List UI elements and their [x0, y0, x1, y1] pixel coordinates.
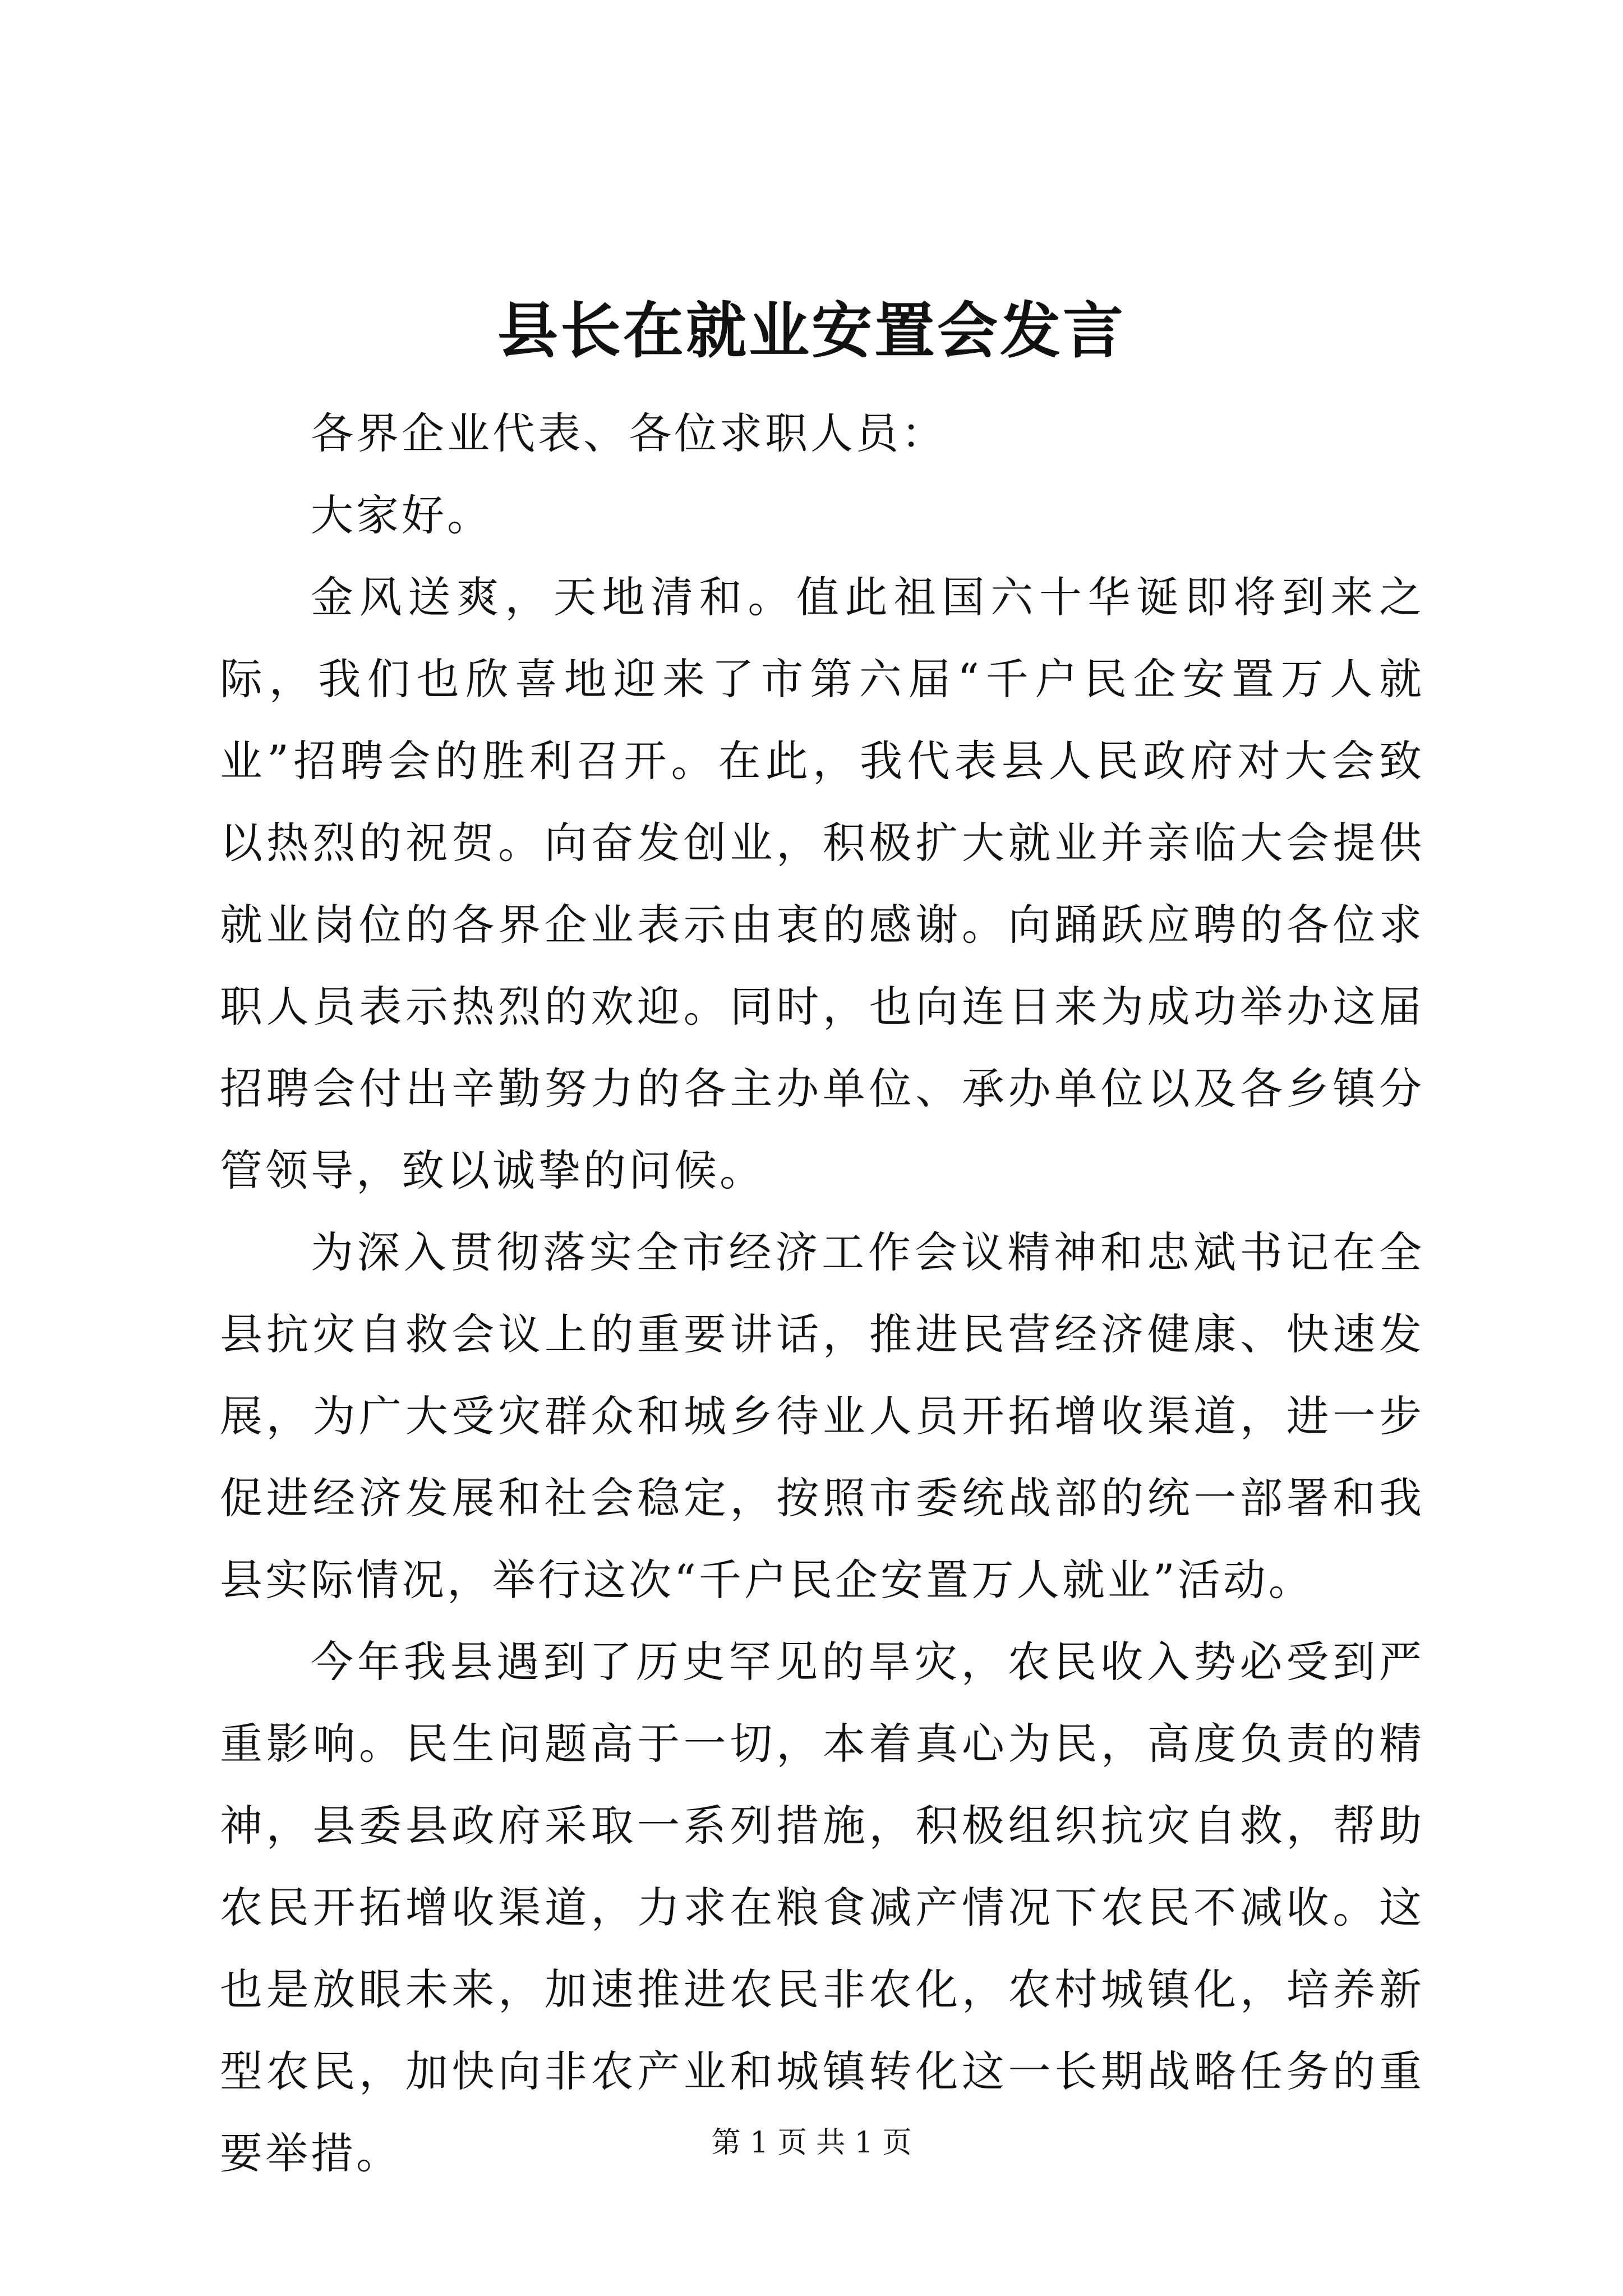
page-footer: 第 1 页 共 1 页: [711, 2126, 912, 2160]
greeting: 大家好。: [311, 490, 492, 540]
salutation: 各界企业代表、各位求职人员：: [311, 408, 947, 458]
document-body: [220, 393, 1424, 2194]
paragraph-opening: 金风送爽，天地清和。值此祖国六十华诞即将到来之际，我们也欣喜地迎来了市第六届“千户民企安置万人就业”招聘会的胜利召开。在此，我代表县人民政府对大会致以热烈的祝贺。向奋发创业，积极扩大就业并亲临大会提供就业岗位的各界企业表示由衷的感谢。向踊跃应聘的各位求职人员表示热烈的欢迎。同时，也向连日来为成功举办这届招聘会付出辛勤努力的各主办单位、承办单位以及各乡镇分管领导，致以诚挚的问候。: [220, 572, 1424, 1195]
paragraph-purpose: 为深入贯彻落实全市经济工作会议精神和忠斌书记在全县抗灾自救会议上的重要讲话，推进民营经济健康、快速发展，为广大受灾群众和城乡待业人员开拓增收渠道，进一步促进经济发展和社会稳定，按照市委统战部的统一部署和我县实际情况，举行这次“千户民企安置万人就业”活动。: [220, 1227, 1424, 1605]
paragraph-drought: 今年我县遇到了历史罕见的旱灾，农民收入势必受到严重影响。民生问题高于一切，本着真心为民，高度负责的精神，县委县政府采取一系列措施，积极组织抗灾自救，帮助农民开拓增收渠道，力求在粮食减产情况下农民不减收。这也是放眼未来，加速推进农民非农化，农村城镇化，培养新型农民，加快向非农产业和城镇转化这一长期战略任务的重要举措。: [220, 1637, 1424, 2178]
document-title: 县长在就业安置会发言: [497, 296, 1126, 366]
